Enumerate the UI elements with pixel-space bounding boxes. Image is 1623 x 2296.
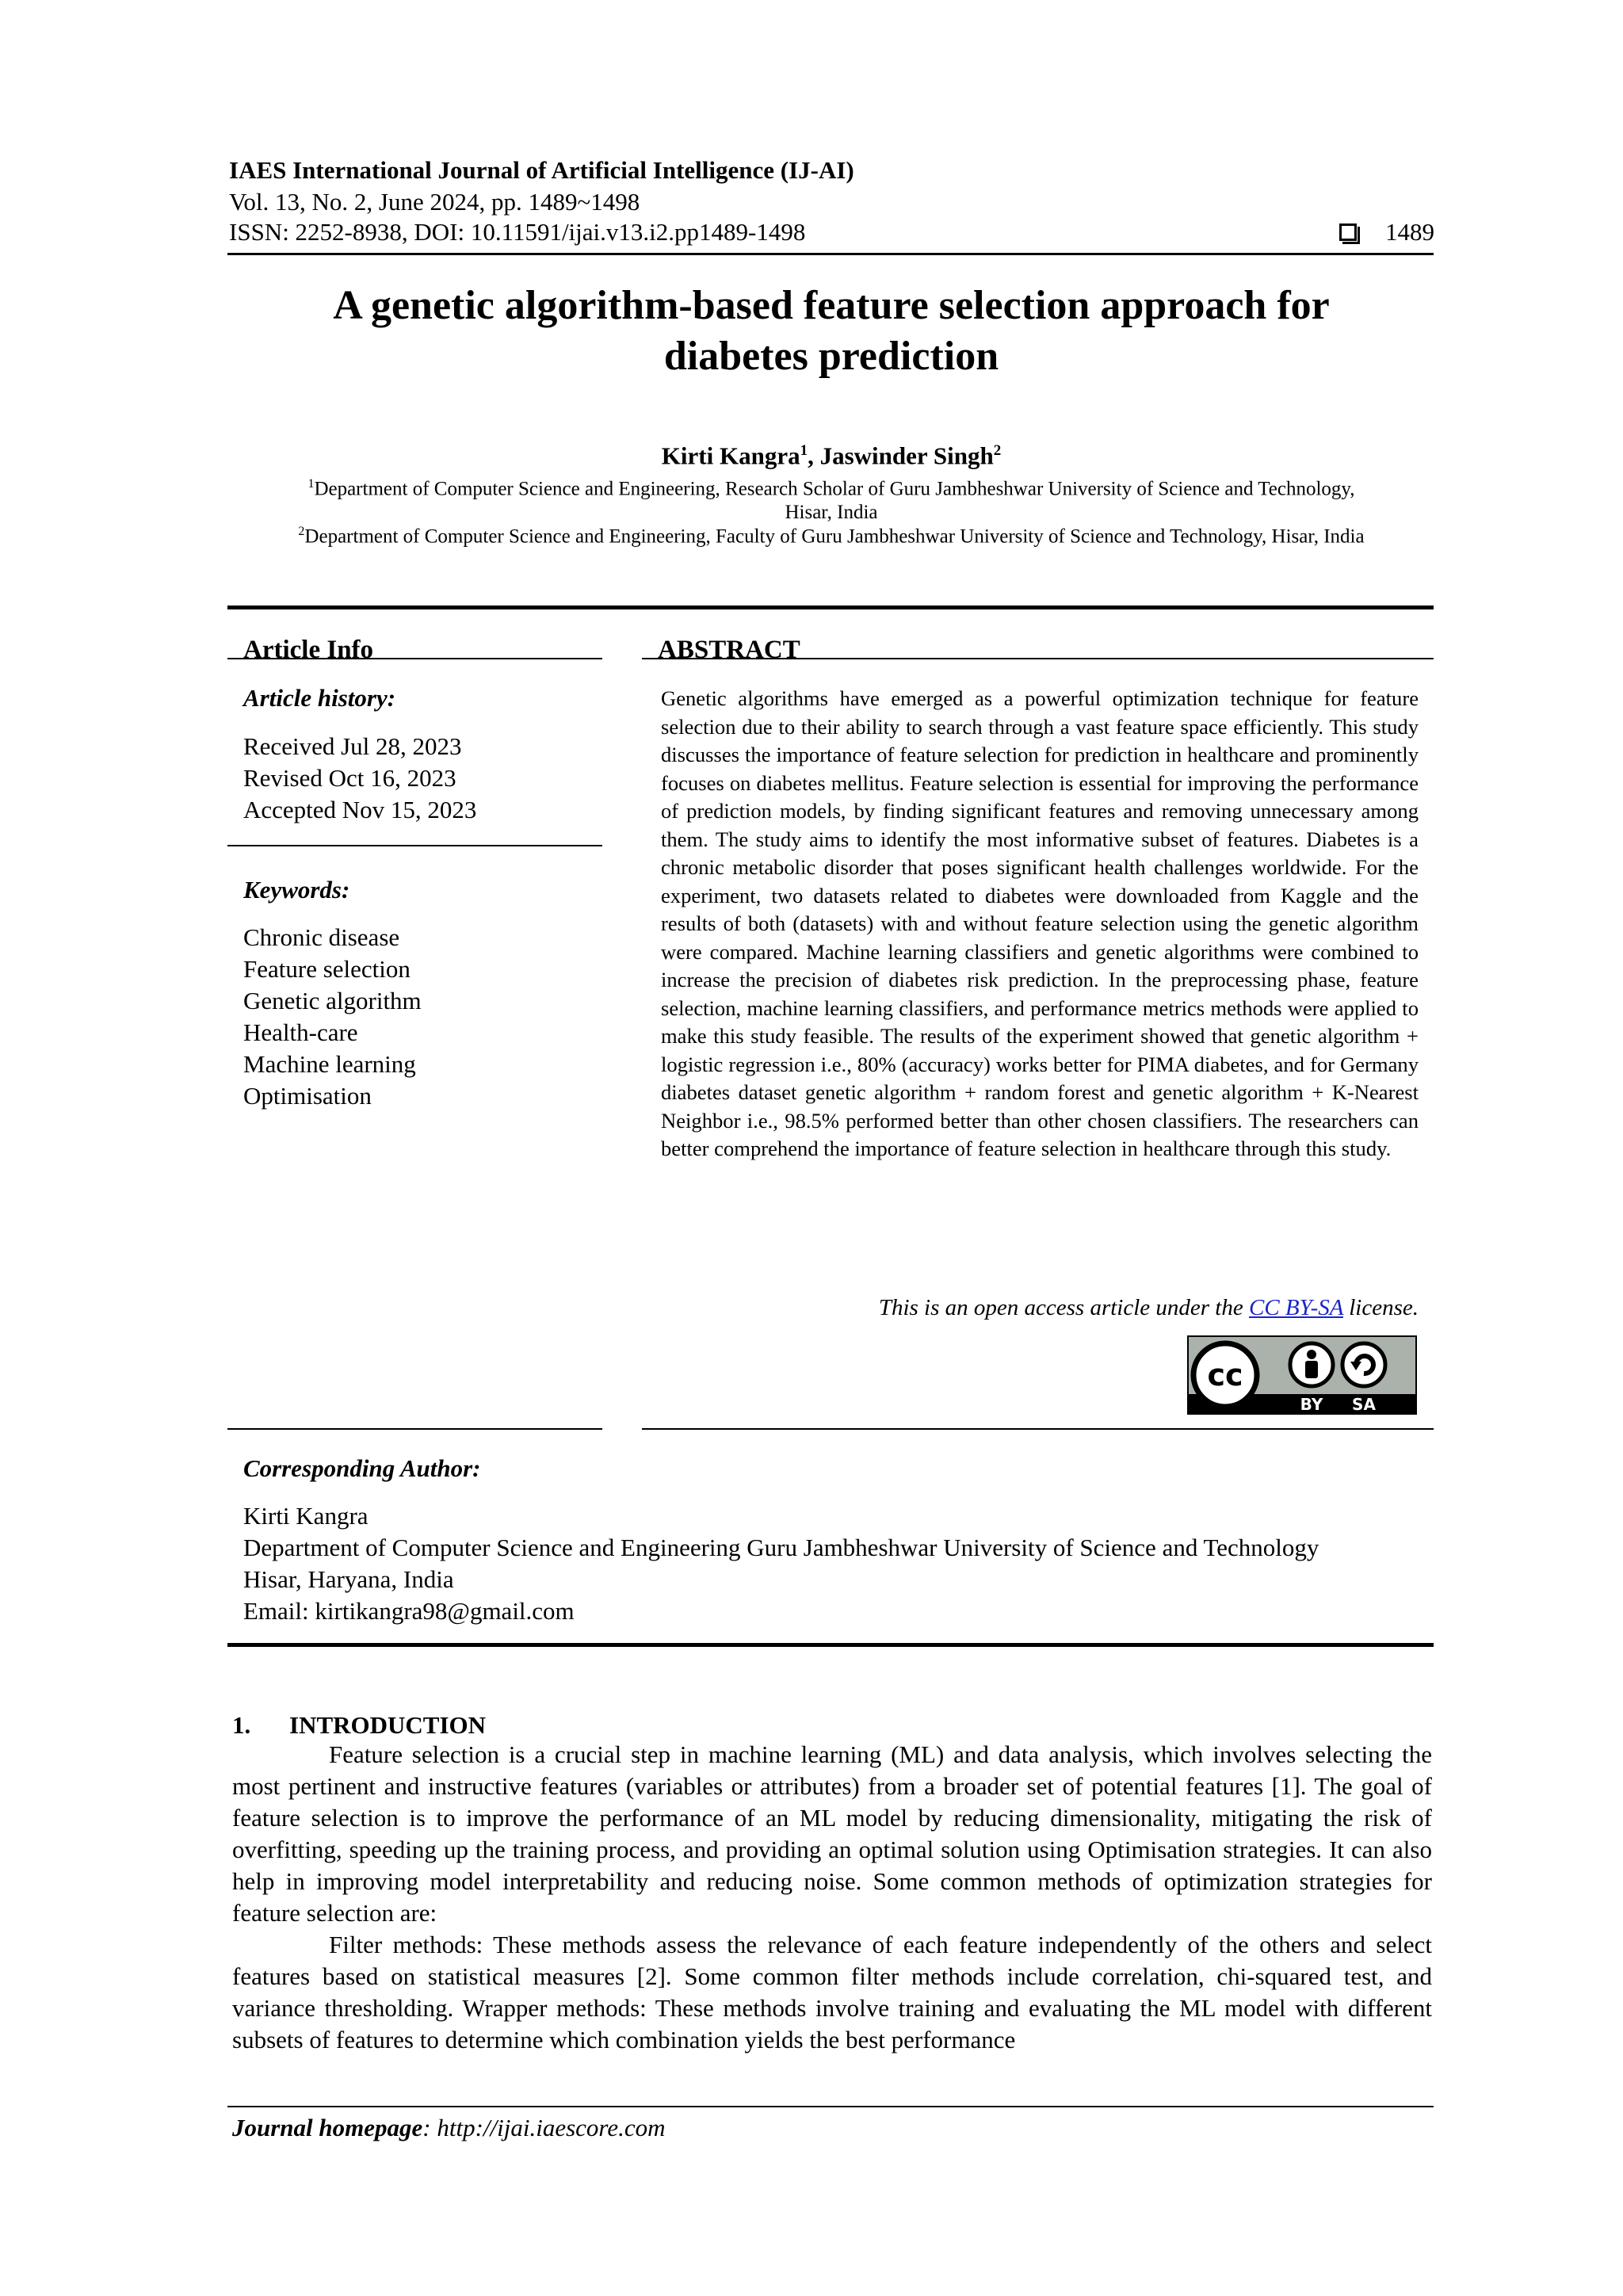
corresponding-author-heading: Corresponding Author: [243,1454,481,1482]
license-statement [879,1293,1419,1322]
section-title: INTRODUCTION [289,1711,487,1739]
introduction-paragraph-1: Feature selection is a crucial step in machine learning (ML) and data analysis, which involves selecting the most pertinent and instructive features (variables or attributes) from a broader set of potential features [1]. The goal of feature selection is to improve the performance of an ML model by reducing dimensionality, mitigating the risk of overfitting, speeding up the training process, and providing an optimal solution using Optimisation strategies. It can also help in improving model interpretability and reducing noise. Some common methods of optimization strategies for feature selection are: [232,1740,1432,1927]
abstract-heading: ABSTRACT [658,636,800,664]
paper-title-line1: A genetic algorithm-based feature selection approach for [333,283,1330,328]
affiliation-2-text: Department of Computer Science and Engineering, Faculty of Guru Jambheshwar University of Science and Technology, Hisar, India [304,525,1365,548]
info-top-rule [227,606,1434,609]
affiliation-2-sup: 2 [298,525,305,538]
article-info-heading: Article Info [243,636,374,664]
keyword-item: Chronic disease [243,923,400,951]
history-revised: Revised Oct 16, 2023 [243,764,456,792]
author-1-affil: 1 [800,442,808,459]
info-bottom-rule-left [227,1428,602,1430]
section-number: 1. [232,1711,251,1739]
keyword-item: Optimisation [243,1082,372,1110]
corresponding-email: Email: kirtikangra98@gmail.com [243,1597,575,1625]
keyword-item: Machine learning [243,1050,416,1078]
corresponding-department: Department of Computer Science and Engineering Guru Jambheshwar University of Science and Technology [243,1534,1319,1561]
history-received: Received Jul 28, 2023 [243,732,462,760]
journal-issn-doi: ISSN: 2252-8938, DOI: 10.11591/ijai.v13.i2.pp1489-1498 [229,218,806,246]
corresponding-location: Hisar, Haryana, India [243,1565,454,1593]
keywords-list [243,922,422,1112]
author-2: Jaswinder Singh [819,441,994,470]
author-separator: , [808,441,820,470]
cc-by-sa-badge-icon[interactable] [1187,1335,1417,1415]
article-history-heading: Article history: [243,684,396,712]
license-link[interactable]: CC BY-SA [1249,1295,1343,1320]
info-bottom-rule-right [642,1428,1434,1430]
keyword-item: Feature selection [243,955,411,983]
license-prefix: This is an open access article under the [878,1295,1249,1320]
affiliation-1 [229,472,1434,525]
footer-label: Journal homepage [232,2114,423,2141]
section-heading-introduction [232,1710,486,1740]
history-keywords-divider [227,845,602,846]
paper-title-line2: diabetes prediction [663,334,999,379]
authors [229,436,1434,471]
footer-url[interactable]: : http://ijai.iaescore.com [422,2114,666,2141]
introduction-body [232,1739,1432,2056]
keyword-item: Genetic algorithm [243,987,422,1014]
abstract-text: Genetic algorithms have emerged as a powerful optimization technique for feature selection due to their ability to search through a vast feature space efficiently. This study discusses the importance of feature selection for prediction in healthcare and prominently focuses on diabetes mellitus. Feature selection is essential for improving the performance of prediction models, by finding significant features and removing unnecessary among them. The study aims to identify the most informative subset of features. Diabetes is a chronic metabolic disorder that poses significant health challenges worldwide. For the experiment, two datasets related to diabetes were downloaded from Kaggle and the results of both (datasets) with and without feature selection using the genetic algorithm were compared. Machine learning classifiers and genetic algorithms were combined to increase the precision of diabetes risk prediction. In the preprocessing phase, feature selection, machine learning classifiers, and performance metrics methods were applied to make this study feasible. The results of the experiment showed that genetic algorithm + logistic regression i.e., 80% (accuracy) works better for PIMA diabetes, and for Germany diabetes dataset genetic algorithm + random forest and genetic algorithm + K-Nearest Neighbor i.e., 98.5% performed better than other chosen classifiers. The researchers can better comprehend the importance of feature selection in healthcare through this study. [661,686,1419,1160]
affiliation-2 [229,520,1434,548]
corresponding-bottom-rule [227,1643,1434,1647]
page-number: 1489 [1385,218,1434,246]
author-2-affil: 2 [993,442,1002,459]
square-bullet-icon [1339,223,1357,241]
badge-sa-label: SA [1352,1395,1376,1414]
footer-rule [227,2106,1434,2107]
keywords-heading: Keywords: [243,876,350,904]
author-1: Kirti Kangra [661,441,800,470]
introduction-paragraph-2: Filter methods: These methods assess the relevance of each feature independently of the others and select features based on statistical measures [2]. Some common filter methods include correlation, chi-squared test, and variance thresholding. Wrapper methods: These methods involve training and evaluating the ML model with different subsets of features to determine which combination yields the best performance [232,1931,1432,2053]
cc-mark: cc [1207,1358,1243,1392]
journal-name: IAES International Journal of Artificial Intelligence (IJ-AI) [229,156,854,184]
corresponding-name: Kirti Kangra [243,1502,369,1530]
affiliation-1-line1: Department of Computer Science and Engineering, Research Scholar of Guru Jambheshwar University of Science and Technology, [314,478,1355,500]
header-rule [227,253,1434,255]
history-accepted: Accepted Nov 15, 2023 [243,796,477,823]
journal-volume: Vol. 13, No. 2, June 2024, pp. 1489~1498 [229,188,640,216]
corresponding-author-details [243,1500,1319,1627]
journal-homepage-footer [232,2112,665,2144]
page-number-block [1339,217,1434,247]
affiliation-1-sup: 1 [307,477,315,491]
paper-title [229,281,1434,382]
license-suffix: license. [1342,1295,1419,1320]
affiliation-1-line2: Hisar, India [785,502,878,524]
badge-by-label: BY [1300,1395,1323,1414]
keyword-item: Health-care [243,1018,358,1046]
article-history-list [243,731,476,826]
